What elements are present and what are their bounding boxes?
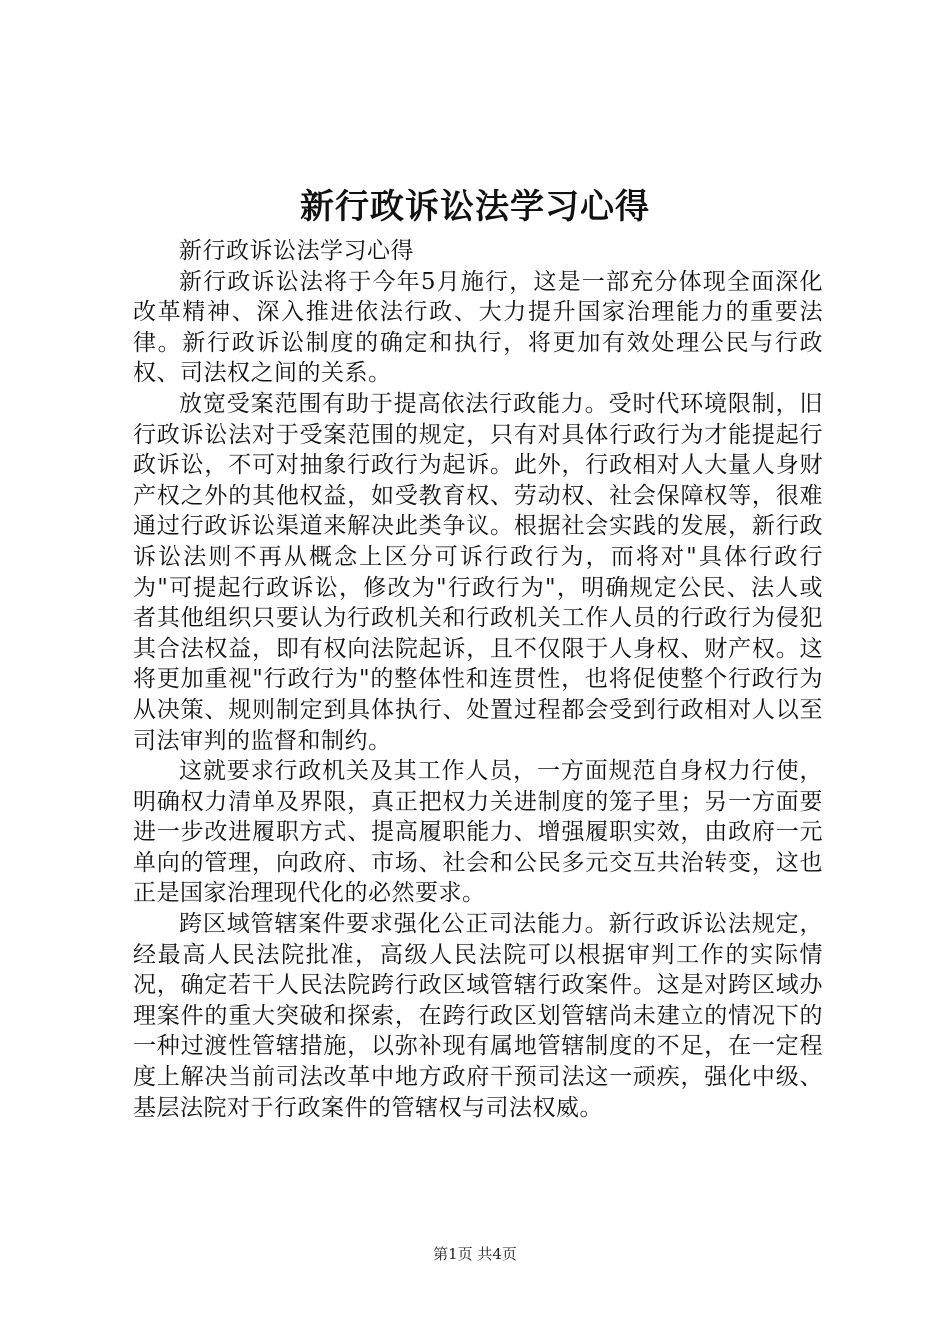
paragraph: 这就要求行政机关及其工作人员，一方面规范自身权力行使，明确权力清单及界限，真正把权力关进制度的笼子里；另一方面要进一步改进履职方式、提高履职能力、增强履职实效，由政府一元单向的管理，向政府、市场、社会和公民多元交互共治转变，这也正是国家治理现代化的必然要求。: [133, 758, 823, 907]
document-title: 新行政诉讼法学习心得: [300, 187, 650, 227]
document-body: [133, 236, 823, 1123]
paragraph: 放宽受案范围有助于提高依法行政能力。受时代环境限制，旧行政诉讼法对于受案范围的规定，只有对具体行政行为才能提起行政诉讼，不可对抽象行政行为起诉。此外，行政相对人大量人身财产权之外的其他权益，如受教育权、劳动权、社会保障权等，很难通过行政诉讼渠道来解决此类争议。根据社会实践的发展，新行政诉讼法则不再从概念上区分可诉行政行为，而将对"具体行政行为"可提起行政诉讼，修改为"行政行为"，明确规定公民、法人或者其他组织只要认为行政机关和行政机关工作人员的行政行为侵犯其合法权益，即有权向法院起诉，且不仅限于人身权、财产权。这将更加重视"行政行为"的整体性和连贯性，也将促使整个行政行为从决策、规则制定到具体执行、处置过程都会受到行政相对人以至司法审判的监督和制约。: [133, 390, 823, 754]
paragraph: 跨区域管辖案件要求强化公正司法能力。新行政诉讼法规定，经最高人民法院批准，高级人民法院可以根据审判工作的实际情况，确定若干人民法院跨行政区域管辖行政案件。这是对跨区域办理案件的重大突破和探索，在跨行政区划管辖尚未建立的情况下的一种过渡性管辖措施，以弥补现有属地管辖制度的不足，在一定程度上解决当前司法改革中地方政府干预司法这一顽疾，强化中级、基层法院对于行政案件的管辖权与司法权威。: [133, 911, 823, 1121]
paragraph: 新行政诉讼法将于今年5月施行，这是一部充分体现全面深化改革精神、深入推进依法行政、大力提升国家治理能力的重要法律。新行政诉讼制度的确定和执行，将更加有效处理公民与行政权、司法权之间的关系。: [133, 268, 823, 387]
page-footer: 第1页 共4页: [433, 1245, 517, 1263]
paragraph-heading: 新行政诉讼法学习心得: [179, 238, 414, 264]
